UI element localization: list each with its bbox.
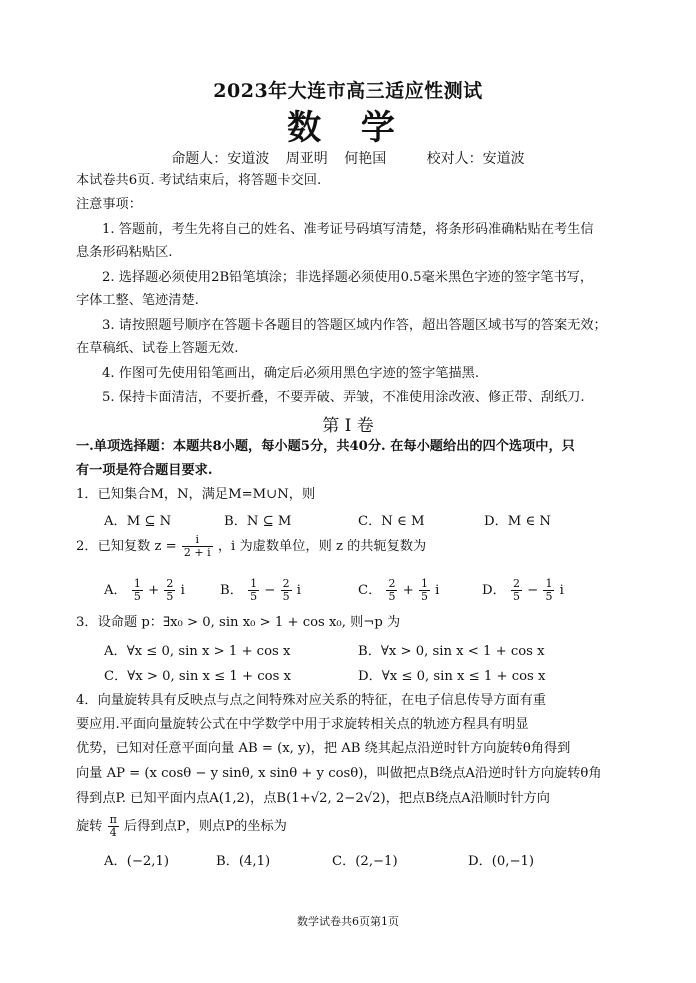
author-1: 命题人：安道波 bbox=[171, 151, 270, 167]
notice-3a: 3. 请按照题号顺序在答题卡各题目的答题区域内作答，超出答题区域书写的答案无效； bbox=[102, 318, 607, 333]
q4-option-c: C．(2,−1) bbox=[332, 854, 398, 869]
q2-d-unit: i bbox=[559, 583, 564, 598]
q1-option-d: D．M ∈ N bbox=[484, 514, 551, 529]
q4-line-1: 4．向量旋转具有反映点与点之间特殊对应关系的特征，在电子信息传导方面有重 bbox=[76, 693, 546, 708]
q1-stem: 1．已知集合M，N，满足M=M∪N，则 bbox=[76, 487, 316, 502]
q3-stem: 3．设命题 p：∃x₀ > 0, sin x₀ > 1 + cos x₀, 则¬p 为 bbox=[76, 615, 401, 630]
q2-c-frac1: $\frac{2}{5}$ bbox=[388, 577, 396, 603]
q2-option-b bbox=[220, 578, 301, 603]
notice-4: 4. 作图可先使用铅笔画出，确定后必须用黑色字迹的签字笔描黑. bbox=[102, 366, 480, 381]
q4-line-4: 向量 AP = (x cosθ − y sinθ, x sinθ + y cosθ)，叫做把点B绕点A沿逆时针方向旋转θ角 bbox=[76, 766, 602, 781]
q4-line-6-post: 后得到点P，则点P的坐标为 bbox=[124, 819, 287, 834]
q2-fraction bbox=[182, 534, 213, 559]
q2-a-sign: + bbox=[148, 583, 160, 598]
q3-option-a: A．∀x ≤ 0, sin x > 1 + cos x bbox=[104, 644, 291, 659]
q2-option-b-letter: B． bbox=[220, 583, 243, 598]
q2-stem-post: ，i 为虚数单位，则 z 的共轭复数为 bbox=[217, 539, 427, 554]
q2-frac-den: 2 + i bbox=[183, 546, 211, 559]
section-heading-1: 一.单项选择题：本题共8小题，每小题5分，共40分. 在每小题给出的四个选项中，只 bbox=[76, 439, 575, 454]
page-footer: 数学试卷共6页第1页 bbox=[297, 915, 399, 928]
q4-frac-num: π bbox=[109, 813, 117, 826]
notice-5: 5. 保持卡面清洁，不要折叠，不要弄破、弄皱，不准使用涂改液、修正带、刮纸刀. bbox=[102, 390, 585, 405]
notice-1b: 息条形码粘贴区. bbox=[76, 245, 173, 260]
q4-line-5: 得到点P. 已知平面内点A(1,2)，点B(1+√2, 2−2√2)，把点B绕点A沿顺时针方向 bbox=[76, 791, 550, 806]
q4-line-6-pre: 旋转 bbox=[76, 819, 103, 834]
subject-title: 数 学 bbox=[287, 108, 409, 148]
notice-1a: 1. 答题前，考生先将自己的姓名、准考证号码填写清楚，将条形码准确粘贴在考生信 bbox=[102, 222, 594, 237]
q2-b-frac2: $\frac{2}{5}$ bbox=[282, 577, 290, 603]
q4-option-b: B．(4,1) bbox=[216, 854, 271, 869]
q1-option-b: B．N ⊆ M bbox=[224, 514, 292, 529]
q4-option-a: A．(−2,1) bbox=[104, 854, 170, 869]
q4-line-2: 要应用.平面向量旋转公式在中学数学中用于求旋转相关点的轨迹方程具有明显 bbox=[76, 717, 529, 732]
q3-option-d: D．∀x ≤ 0, sin x ≤ 1 + cos x bbox=[358, 669, 546, 684]
section-label: 第 I 卷 bbox=[322, 416, 374, 436]
author-2: 周亚明 bbox=[285, 151, 328, 167]
q4-line-3: 优势，已知对任意平面向量 AB = (x, y)，把 AB 绕其起点沿逆时针方向旋转θ角得到 bbox=[76, 741, 571, 756]
author-3: 何艳国 bbox=[344, 151, 387, 167]
proofreader: 校对人：安道波 bbox=[426, 151, 525, 167]
q4-option-d: D．(0,−1) bbox=[468, 854, 535, 869]
notice-3b: 在草稿纸、试卷上答题无效. bbox=[76, 341, 239, 356]
q2-a-unit: i bbox=[180, 583, 185, 598]
q2-option-c-letter: C． bbox=[358, 583, 382, 598]
q2-option-d bbox=[482, 578, 564, 603]
q2-a-frac1: $\frac{1}{5}$ bbox=[133, 577, 141, 603]
q3-option-c: C．∀x > 0, sin x ≤ 1 + cos x bbox=[104, 669, 291, 684]
notice-2a: 2. 选择题必须使用2B铅笔填涂；非选择题必须使用0.5毫米黑色字迹的签字笔书写， bbox=[102, 270, 594, 285]
q2-c-frac2: $\frac{1}{5}$ bbox=[420, 577, 428, 603]
q4-frac-den: 4 bbox=[109, 826, 117, 839]
q2-a-frac2: $\frac{2}{5}$ bbox=[166, 577, 174, 603]
q1-option-c: C．N ∈ M bbox=[358, 514, 425, 529]
q2-option-d-letter: D． bbox=[482, 583, 506, 598]
q2-b-unit: i bbox=[296, 583, 301, 598]
q2-option-c bbox=[358, 578, 439, 603]
q2-stem bbox=[76, 534, 636, 559]
q2-c-sign: + bbox=[402, 583, 414, 598]
q2-option-a bbox=[104, 578, 185, 603]
q2-d-frac1: $\frac{2}{5}$ bbox=[512, 577, 520, 603]
authors-line bbox=[0, 148, 696, 168]
q2-stem-pre: 2．已知复数 z = bbox=[76, 539, 177, 554]
section-heading-2: 有一项是符合题目要求. bbox=[76, 463, 213, 478]
intro-pages: 本试卷共6页. 考试结束后，将答题卡交回. bbox=[76, 173, 322, 188]
notice-heading: 注意事项： bbox=[76, 197, 142, 212]
q1-option-a: A．M ⊆ N bbox=[104, 514, 172, 529]
q2-frac-num: i bbox=[182, 534, 213, 547]
exam-title: 2023年大连市高三适应性测试 bbox=[213, 80, 483, 102]
q4-line-6 bbox=[76, 814, 636, 839]
q3-option-b: B．∀x > 0, sin x < 1 + cos x bbox=[358, 644, 545, 659]
q2-option-a-letter: A． bbox=[104, 583, 127, 598]
q2-d-sign: − bbox=[527, 583, 539, 598]
q2-b-sign: − bbox=[264, 583, 276, 598]
q2-b-frac1: $\frac{1}{5}$ bbox=[250, 577, 258, 603]
notice-2b: 字体工整、笔迹清楚. bbox=[76, 293, 199, 308]
q2-d-frac2: $\frac{1}{5}$ bbox=[545, 577, 553, 603]
q2-c-unit: i bbox=[435, 583, 440, 598]
q4-pi-fraction bbox=[108, 814, 119, 839]
